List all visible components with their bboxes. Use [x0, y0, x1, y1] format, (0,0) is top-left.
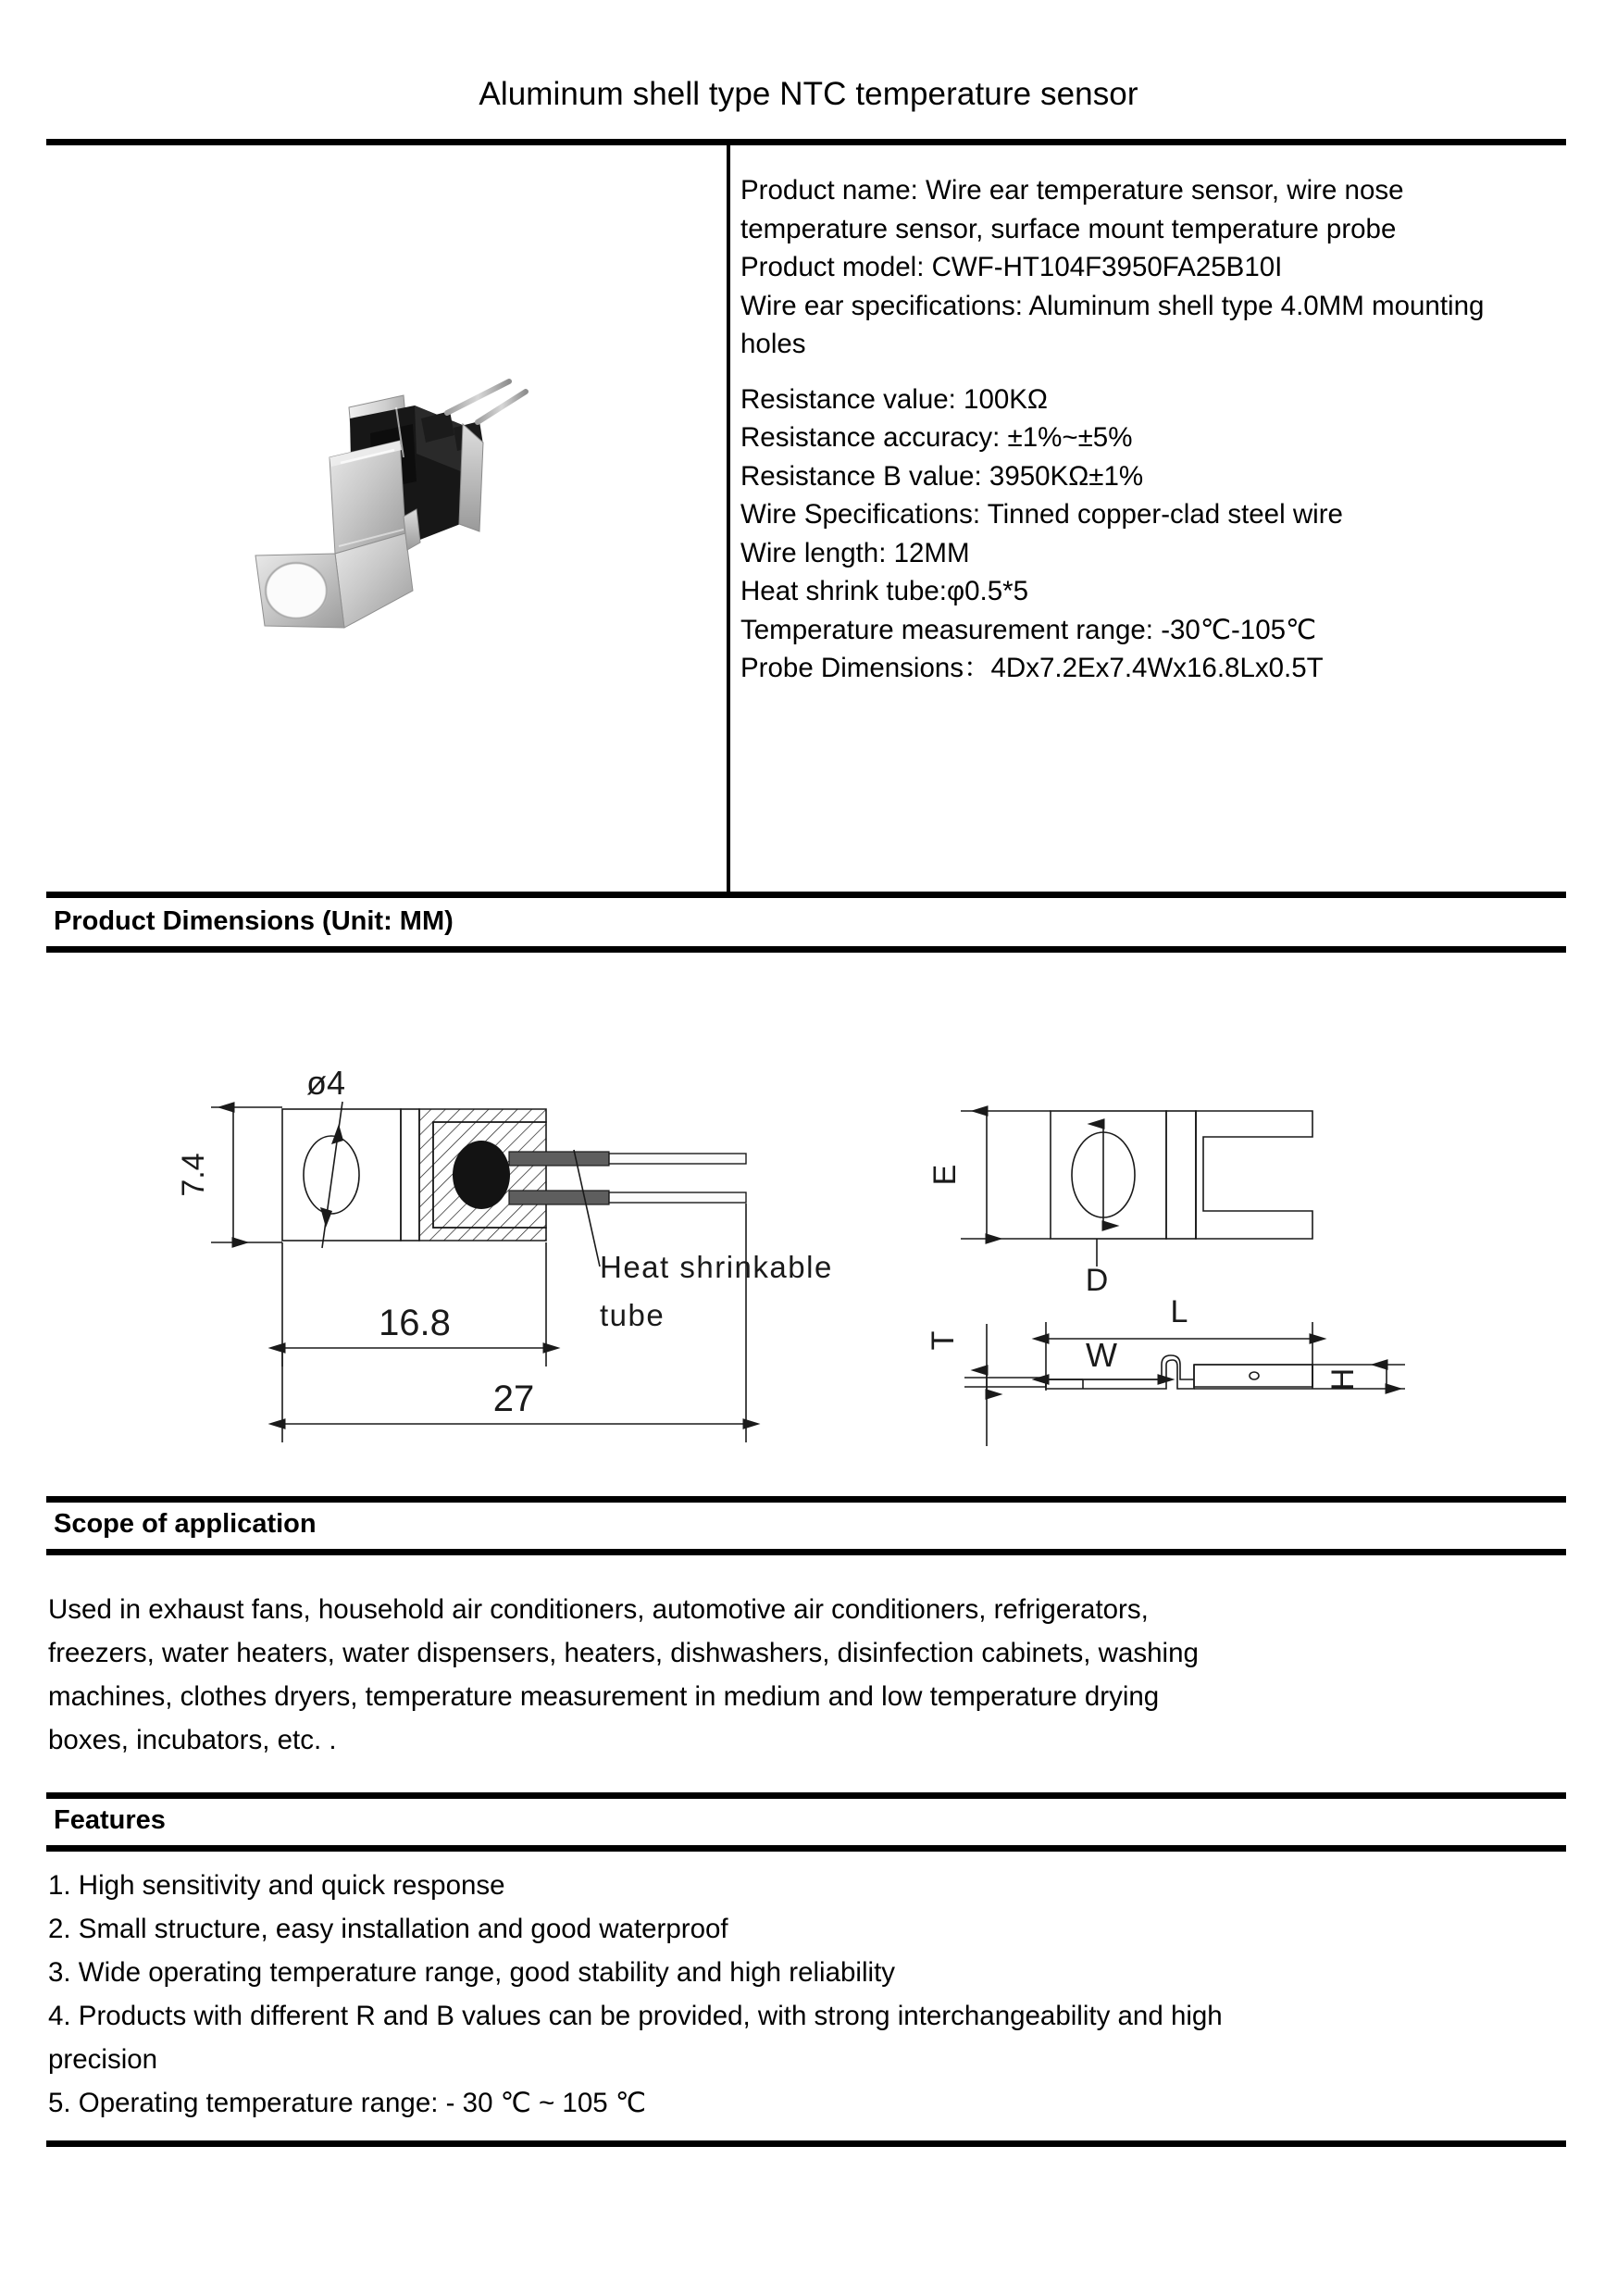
callout-heat-shrinkable-line1: Heat shrinkable: [600, 1250, 833, 1284]
dim-w-label: W: [1086, 1336, 1117, 1374]
bottom-rule: [46, 2140, 1566, 2147]
feature-item-4-cont: precision: [48, 2044, 158, 2075]
spec-line-wire-length: Wire length: 12MM: [740, 537, 970, 568]
dim-total-length-label: 27: [492, 1379, 535, 1419]
feature-item-2: 2. Small structure, easy installation and good waterproof: [48, 1914, 728, 1944]
scope-line-2: freezers, water heaters, water dispensers, heaters, dishwashers, disinfection cabinets, washing: [48, 1638, 1199, 1668]
feature-item-4: 4. Products with different R and B values can be provided, with strong interchangeability and high: [48, 2001, 1223, 2031]
dim-l-label: L: [1170, 1294, 1188, 1329]
product-photo: [231, 361, 546, 639]
scope-bottom-rule: [46, 1549, 1566, 1555]
dimensions-bottom-rule: [46, 946, 1566, 953]
dim-d-label: D: [1085, 1263, 1109, 1298]
features-bottom-rule: [46, 1845, 1566, 1852]
dim-h-label: H: [1325, 1367, 1361, 1391]
feature-item-1: 1. High sensitivity and quick response: [48, 1870, 505, 1901]
scope-line-3: machines, clothes dryers, temperature measurement in medium and low temperature drying: [48, 1681, 1160, 1712]
spec-line-wire-ear-spec: Wire ear specifications: Aluminum shell type 4.0MM mounting holes: [740, 290, 1492, 359]
scope-body: [48, 1588, 1566, 1762]
spec-line-resistance-accuracy: Resistance accuracy: ±1%~±5%: [740, 422, 1133, 453]
features-body: [48, 1864, 1566, 2125]
scope-heading: Scope of application: [54, 1509, 317, 1539]
dim-t-label: T: [926, 1330, 961, 1351]
callout-heat-shrinkable-line2: tube: [600, 1298, 665, 1332]
scope-line-4: boxes, incubators, etc. .: [48, 1725, 337, 1755]
spec-line-resistance-value: Resistance value: 100KΩ: [740, 383, 1048, 415]
scope-line-1: Used in exhaust fans, household air conditioners, automotive air conditioners, refrigerators,: [48, 1594, 1149, 1625]
page-title: Aluminum shell type NTC temperature sensor: [479, 76, 1138, 112]
spec-line-product-name: Product name: Wire ear temperature sensor, wire nose temperature sensor, surface mount temperature probe: [740, 175, 1412, 244]
spec-line-temp-range: Temperature measurement range: -30℃-105℃: [740, 614, 1317, 645]
features-top-rule: [46, 1792, 1566, 1799]
technical-drawing: [93, 972, 1573, 1491]
features-heading: Features: [54, 1805, 166, 1835]
dimensions-heading: Product Dimensions (Unit: MM): [54, 906, 454, 936]
feature-item-5: 5. Operating temperature range: - 30 ℃ ~ 105 ℃: [48, 2088, 646, 2118]
dim-diameter-label: ø4: [305, 1064, 346, 1102]
dimensions-top-rule: [46, 892, 1566, 898]
spec-line-wire-specifications: Wire Specifications: Tinned copper-clad steel wire: [740, 499, 1343, 530]
product-specifications: [740, 171, 1555, 688]
scope-top-rule: [46, 1496, 1566, 1503]
dim-body-length-label: 16.8: [379, 1303, 451, 1343]
spec-line-product-model: Product model: CWF-HT104F3950FA25B10I: [740, 252, 1283, 282]
dim-e-label: E: [927, 1164, 963, 1186]
photo-spec-divider: [727, 142, 730, 894]
spec-line-probe-dimensions: Probe Dimensions：4Dx7.2Ex7.4Wx16.8Lx0.5T: [740, 653, 1324, 683]
feature-item-3: 3. Wide operating temperature range, good stability and high reliability: [48, 1957, 896, 1988]
top-divider-rule: [46, 139, 1566, 145]
spec-line-heat-shrink-tube: Heat shrink tube:φ0.5*5: [740, 576, 1029, 606]
dim-height-label: 7.4: [176, 1153, 211, 1197]
spec-line-b-value: Resistance B value: 3950KΩ±1%: [740, 460, 1144, 492]
